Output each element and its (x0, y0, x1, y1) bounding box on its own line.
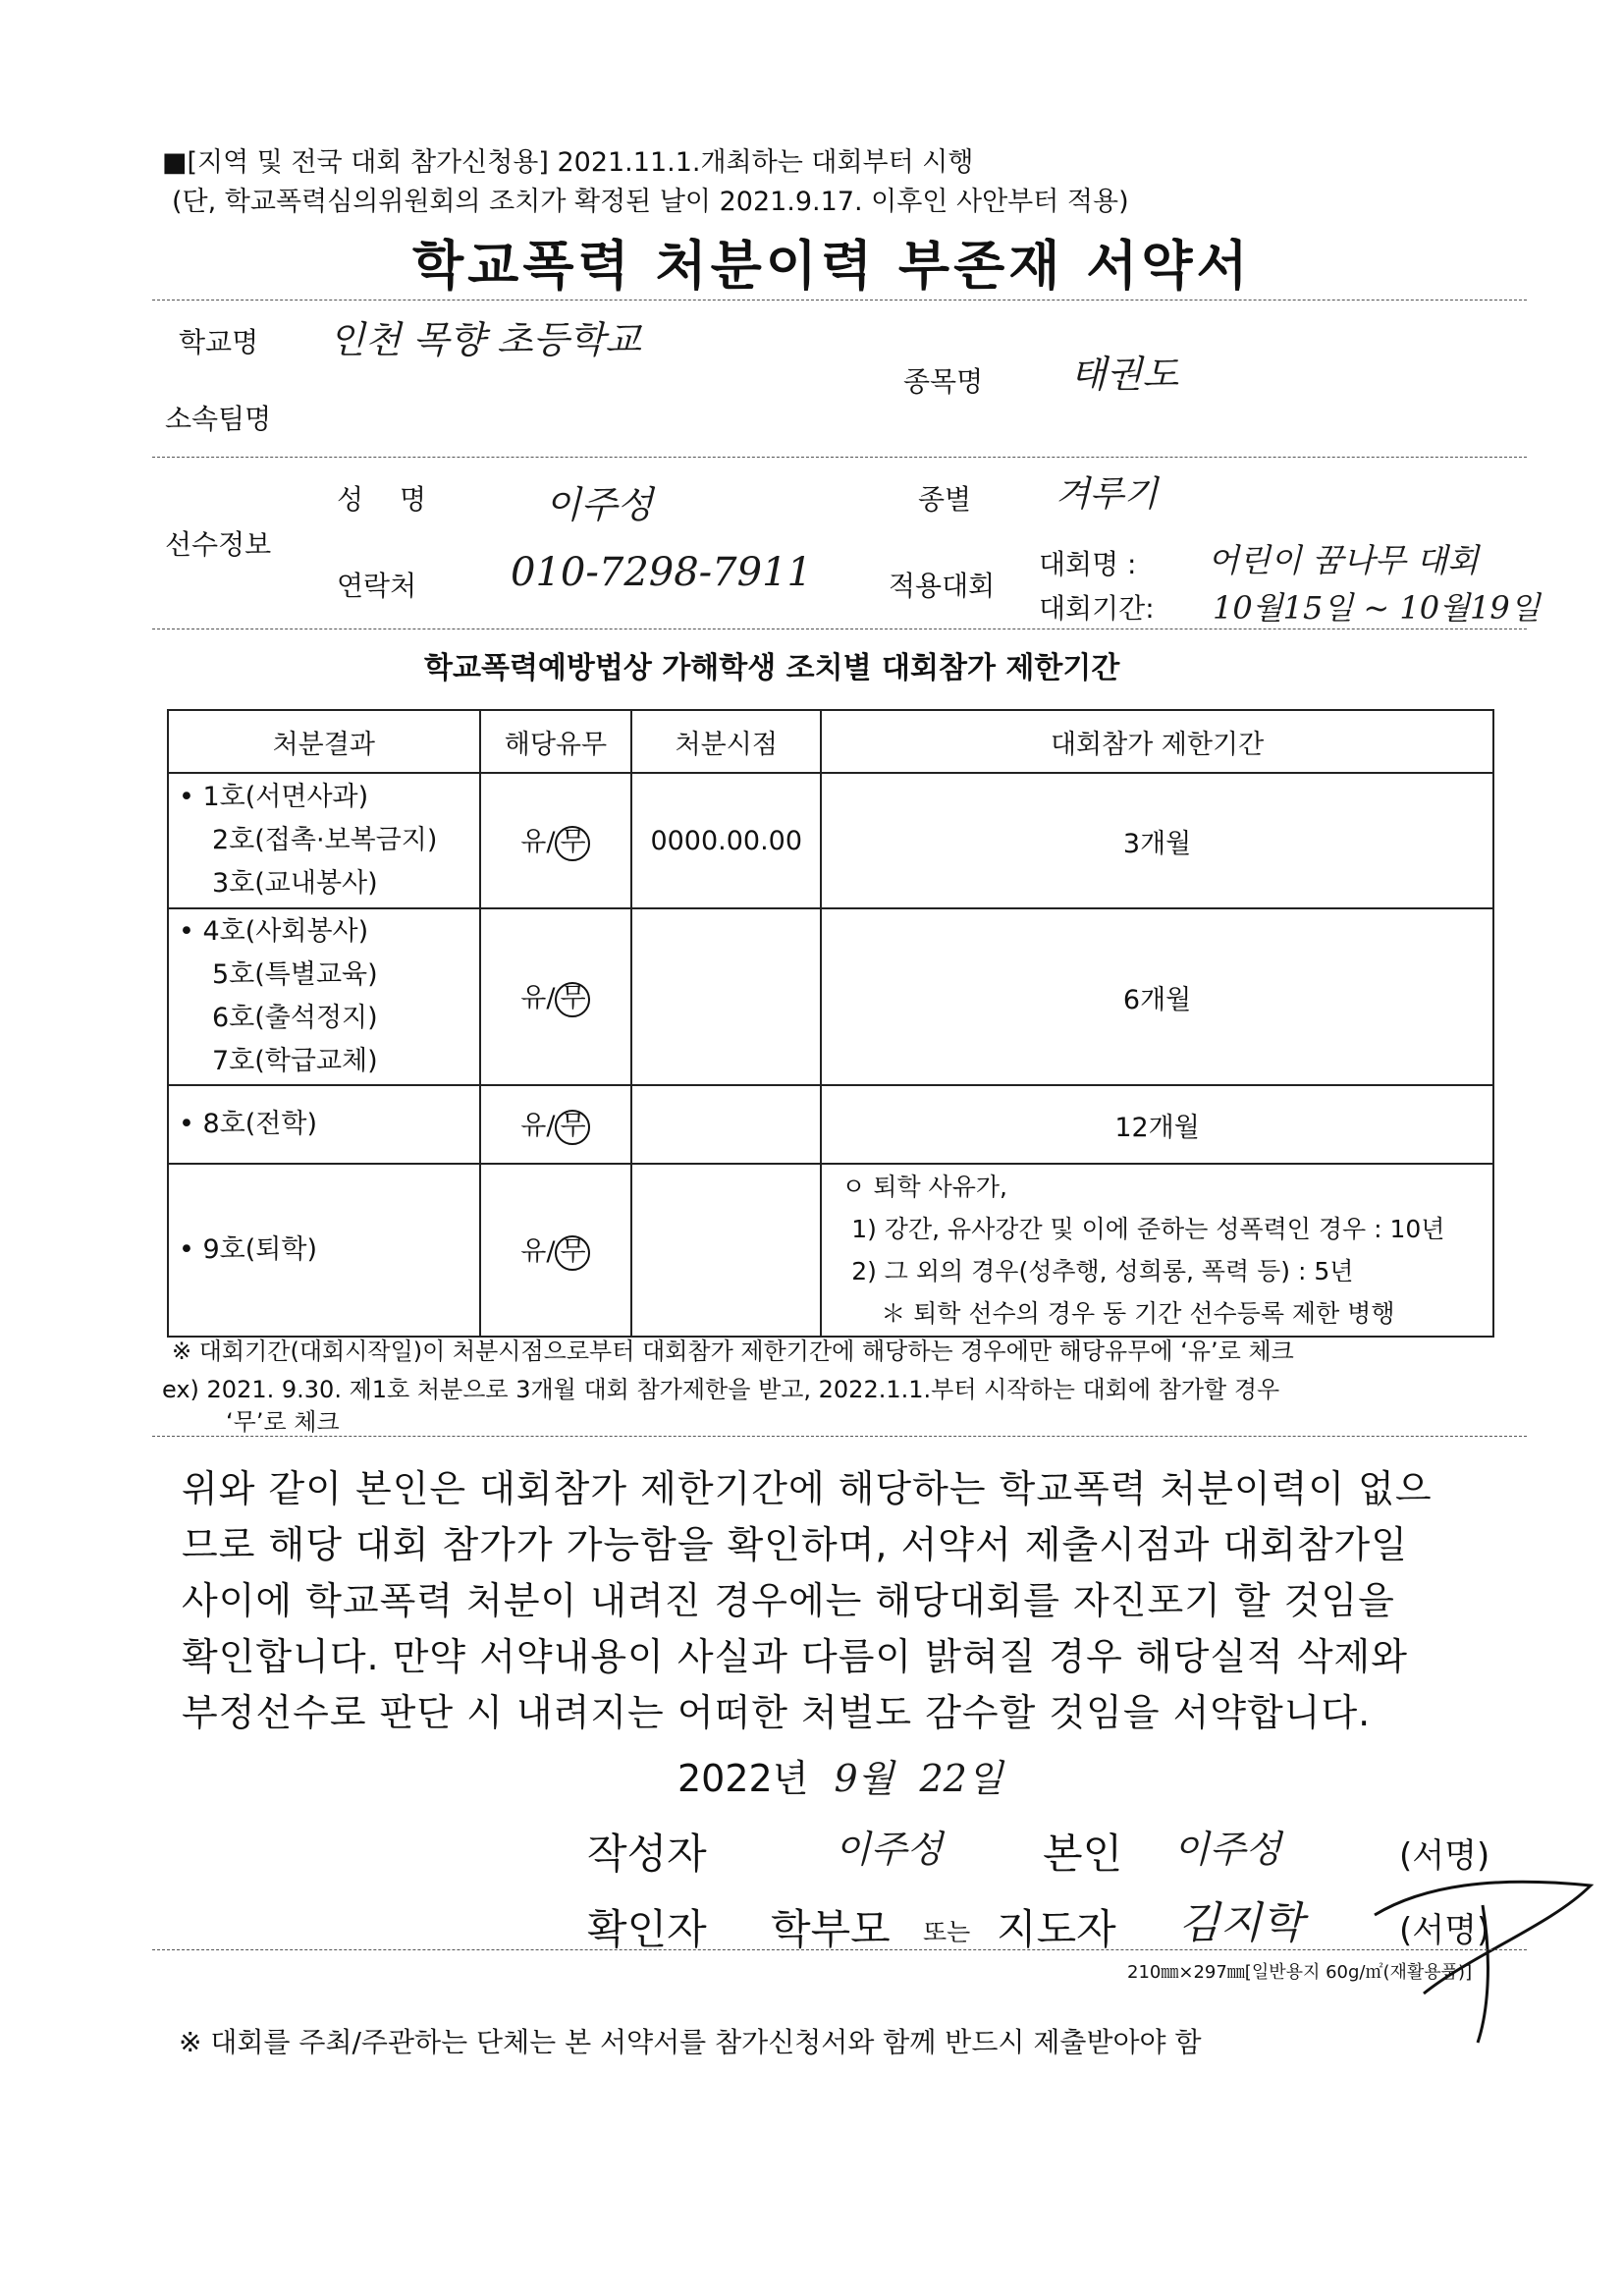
measure-list (168, 1164, 480, 1337)
yn-mark-circled: 무 (555, 982, 590, 1017)
yn-prefix: 유/ (520, 1236, 556, 1267)
pledge-line: 사이에 학교폭력 처분이 내려진 경우에는 해당대회를 자진포기 할 것임을 (182, 1579, 1395, 1622)
header-applicable: 해당유무 (480, 710, 632, 773)
note-2-cont: ‘무’로 체크 (226, 1408, 340, 1436)
table-row (168, 773, 1493, 908)
table-row (168, 1085, 1493, 1164)
yn-prefix: 유/ (520, 827, 556, 857)
sign-date (677, 1748, 1003, 1802)
notice-line-2: (단, 학교폭력심의위원회의 조치가 확정된 날이 2021.9.17. 이후인 사안부터 적용) (172, 187, 1129, 217)
event-value: 태권도 (1070, 353, 1179, 396)
yn-mark-circled: 무 (555, 1110, 590, 1145)
measure-list (168, 773, 480, 908)
measure-item: 6호(출석정지) (212, 1003, 378, 1033)
contact-label: 연락처 (337, 570, 417, 602)
player-info-label: 선수정보 (165, 528, 272, 561)
restriction-period: 3개월 (821, 773, 1493, 908)
period-line: 2) 그 외의 경우(성추행, 성희롱, 폭력 등) : 5년 (851, 1257, 1354, 1285)
yn-mark-circled: 무 (555, 1235, 590, 1271)
period-line: 1) 강간, 유사강간 및 이에 준하는 성폭력인 경우 : 10년 (851, 1215, 1445, 1243)
or-label: 또는 (923, 1918, 971, 1946)
signature-scribble (1365, 1846, 1620, 2062)
comp-period-value: 10월15일 ~ 10월19일 (1213, 589, 1541, 627)
measure-item: 3호(교내봉사) (212, 868, 378, 899)
measure-item: • 4호(사회봉사) (179, 916, 369, 947)
yn-prefix: 유/ (520, 1111, 556, 1141)
measure-item: • 1호(서면사과) (179, 782, 369, 812)
divider (152, 1436, 1527, 1437)
measure-date (631, 1085, 821, 1164)
header-date: 처분시점 (631, 710, 821, 773)
parent-label: 학부모 (771, 1905, 891, 1953)
divider (152, 457, 1527, 458)
note-1: ※ 대회기간(대회시작일)이 처분시점으로부터 대회참가 제한기간에 해당하는 경우에만 해당유무에 ‘유’로 체크 (172, 1338, 1294, 1365)
paper-spec: 210㎜×297㎜[일반용지 60g/㎡(재활용품)] (1127, 1962, 1473, 1983)
confirmer-label: 확인자 (587, 1905, 707, 1953)
restriction-table (167, 709, 1494, 1338)
table-row (168, 1164, 1493, 1337)
restriction-period: 12개월 (821, 1085, 1493, 1164)
sign-mark-1: (서명) (1399, 1836, 1490, 1876)
measure-item: 5호(특별교육) (212, 959, 378, 990)
comp-period-label: 대회기간: (1039, 592, 1155, 625)
measure-item: • 8호(전학) (179, 1109, 317, 1139)
name-value: 이주성 (545, 483, 654, 526)
yn-mark-circled: 무 (555, 826, 590, 861)
restriction-period-detail (821, 1164, 1493, 1337)
comp-name-value: 어린이 꿈나무 대회 (1208, 541, 1480, 579)
competition-label: 적용대회 (889, 570, 996, 602)
event-label: 종목명 (903, 365, 984, 398)
table-header-row (168, 710, 1493, 773)
school-value: 인천 목향 초등학교 (329, 318, 641, 361)
measure-date (631, 1164, 821, 1337)
self-label: 본인 (1043, 1830, 1123, 1878)
pledge-line: 부정선수로 판단 시 내려지는 어떠한 처벌도 감수할 것임을 서약합니다. (182, 1691, 1372, 1734)
date-day: 22일 (919, 1757, 1003, 1800)
note-2: ex) 2021. 9.30. 제1호 처분으로 3개월 대회 참가제한을 받고, 2022.1.1.부터 시작하는 대회에 참가할 경우 (162, 1376, 1280, 1403)
date-year: 2022년 (677, 1757, 809, 1800)
measure-item: • 9호(퇴학) (179, 1234, 317, 1265)
measure-date: 0000.00.00 (631, 773, 821, 908)
yn-prefix: 유/ (520, 983, 556, 1013)
applicable-check[interactable] (480, 908, 632, 1085)
school-label: 학교명 (179, 326, 259, 358)
header-result: 처분결과 (168, 710, 480, 773)
measure-list (168, 1085, 480, 1164)
applicable-check[interactable] (480, 773, 632, 908)
pledge-line: 위와 같이 본인은 대회참가 제한기간에 해당하는 학교폭력 처분이력이 없으 (182, 1467, 1433, 1510)
sign-mark-2: (서명) (1399, 1911, 1490, 1950)
category-label: 종별 (918, 483, 972, 516)
category-value: 겨루기 (1056, 474, 1159, 515)
pledge-line: 확인합니다. 만약 서약내용이 사실과 다름이 밝혀질 경우 해당실적 삭제와 (182, 1635, 1408, 1678)
comp-name-label: 대회명 : (1039, 548, 1137, 580)
header-period: 대회참가 제한기간 (821, 710, 1493, 773)
divider (152, 1949, 1527, 1950)
period-line: ＊ 퇴학 선수의 경우 동 기간 선수등록 제한 병행 (881, 1299, 1395, 1328)
restriction-period: 6개월 (821, 908, 1493, 1085)
date-month: 9월 (834, 1757, 894, 1800)
measure-item: 7호(학급교체) (212, 1046, 378, 1076)
writer-label: 작성자 (587, 1830, 707, 1878)
measure-item: 2호(접촉·보복금지) (212, 825, 438, 855)
divider (152, 300, 1527, 301)
notice-line-1: ■[지역 및 전국 대회 참가신청용] 2021.11.1.개최하는 대회부터 시행 (162, 147, 974, 178)
page-title: 학교폭력 처분이력 부존재 서약서 (412, 235, 1252, 297)
measure-date (631, 908, 821, 1085)
coach-label: 지도자 (997, 1905, 1116, 1953)
pledge-line: 므로 해당 대회 참가가 가능함을 확인하며, 서약서 제출시점과 대회참가일 (182, 1523, 1408, 1566)
self-signature: 이주성 (1173, 1828, 1282, 1871)
measure-list (168, 908, 480, 1085)
restriction-heading: 학교폭력예방법상 가해학생 조치별 대회참가 제한기간 (424, 651, 1120, 685)
team-label: 소속팀명 (165, 403, 272, 435)
contact-value: 010-7298-7911 (511, 550, 812, 595)
table-row (168, 908, 1493, 1085)
applicable-check[interactable] (480, 1085, 632, 1164)
coach-name: 김지학 (1178, 1898, 1304, 1948)
name-label: 성 명 (337, 483, 440, 516)
applicable-check[interactable] (480, 1164, 632, 1337)
writer-name: 이주성 (835, 1828, 944, 1871)
final-note: ※ 대회를 주최/주관하는 단체는 본 서약서를 참가신청서와 함께 반드시 제출받아야 함 (179, 2026, 1202, 2058)
period-line: ㅇ 퇴학 사유가, (841, 1173, 1007, 1201)
